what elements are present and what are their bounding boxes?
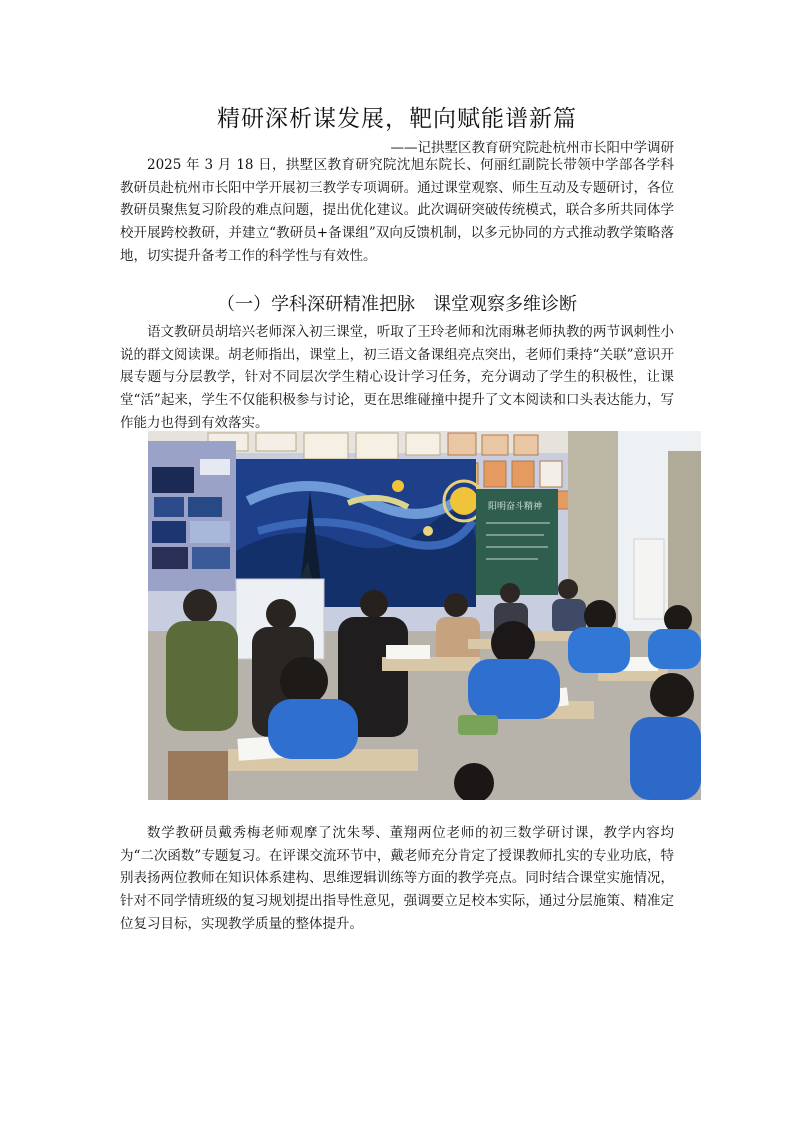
green-bag xyxy=(458,715,498,735)
math-teaching-paragraph: 数学教研员戴秀梅老师观摩了沈朱琴、董翔两位老师的初三数学研讨课，教学内容均为“二次函数”专题复习。在评课交流环节中，戴老师充分肯定了授课教师扎实的专业功底，特别表扬两位教师在知识体系建构、思维逻辑训练等方面的教学亮点。同时结合课堂实施情况，针对不同学情班级的复习规划提出指导性意见，强调要立足校本实际，通过分层施策、精准定位复习目标，实现教学质量的整体提升。 xyxy=(120,825,674,932)
article-subtitle: ——记拱墅区教育研究院赴杭州市长阳中学调研 xyxy=(390,140,674,156)
chinese-teaching-paragraph: 语文教研员胡培兴老师深入初三课堂，听取了王玲老师和沈雨琳老师执教的两节讽刺性小说的群文阅读课。胡老师指出，课堂上，初三语文备课组亮点突出，老师们秉持“关联”意识开展专题与分层教学，针对不同层次学生精心设计学习任务，充分调动了学生的积极性，让课堂“活”起来，学生不仅能积极参与讨论，更在思维碰撞中提升了文本阅读和口头表达能力，写作能力也得到有效落实。 xyxy=(120,324,674,431)
chalkboard xyxy=(476,489,558,595)
bulletin-board xyxy=(148,441,236,591)
curtain-right xyxy=(668,451,701,631)
intro-paragraph: 2025 年 3 月 18 日，拱墅区教育研究院沈旭东院长、何丽红副院长带领中学部各学科教研员赴杭州市长阳中学开展初三教学专项调研。通过课堂观察、师生互动及专题研讨，各位教研员聚焦复习阶段的难点问题，提出优化建议。此次调研突破传统模式，联合多所共同体学校开展跨校教研，并建立“教研员+备课组”双向反馈机制，以多元协同的方式推动教学策略落地，切实提升备考工作的科学性与有效性。 xyxy=(120,157,674,264)
article-title: 精研深析谋发展，靶向赋能谱新篇 xyxy=(217,106,577,132)
chalkboard-text: 阳明奋斗精神 xyxy=(488,502,543,512)
air-conditioner xyxy=(634,539,664,619)
classroom-photo xyxy=(148,431,701,800)
chair xyxy=(168,751,228,800)
section-heading: （一）学科深研精准把脉 课堂观察多维诊断 xyxy=(217,294,577,315)
